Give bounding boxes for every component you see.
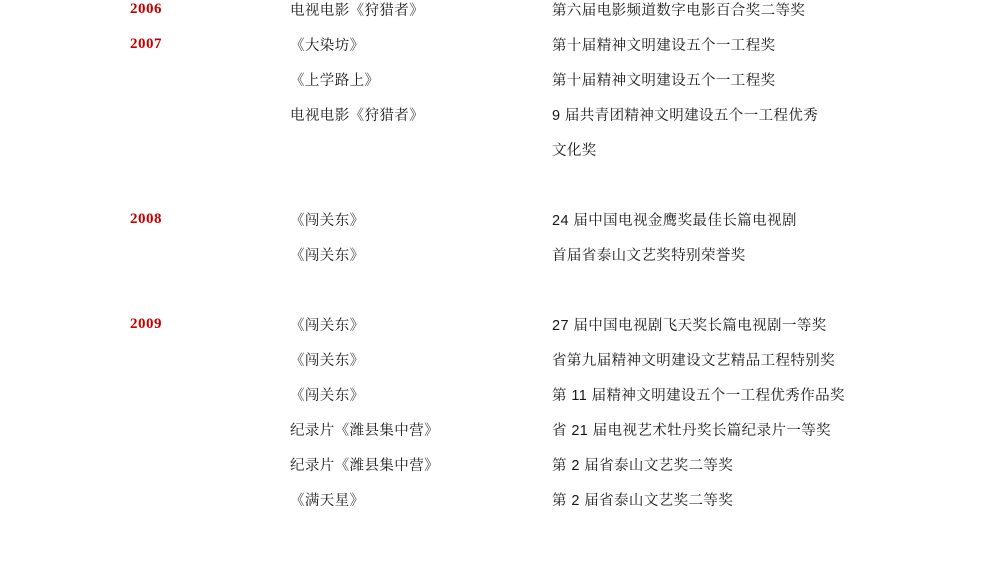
year-cell [0, 455, 290, 490]
table-row [0, 385, 1007, 420]
work-cell [290, 35, 552, 70]
table-row [0, 350, 1007, 385]
award-name: 第六届电影频道数字电影百合奖二等奖 [552, 3, 806, 19]
year-cell [0, 35, 290, 70]
spacer-cell [290, 175, 552, 210]
spacer-cell [552, 280, 1007, 315]
year-cell [0, 70, 290, 105]
work-title: 《闯关东》 [290, 388, 365, 404]
year-cell [0, 245, 290, 280]
award-name: 省第九届精神文明建设文艺精品工程特别奖 [552, 353, 836, 369]
table-row [0, 490, 1007, 525]
year-cell [0, 490, 290, 525]
award-cell [552, 490, 1007, 525]
award-cell [552, 385, 1007, 420]
work-cell [290, 350, 552, 385]
spacer-cell [552, 175, 1007, 210]
table-row [0, 35, 1007, 70]
year-label: 2007 [130, 36, 162, 52]
award-cell [552, 0, 1007, 35]
table-row [0, 0, 1007, 35]
work-title: 纪录片《潍县集中营》 [290, 423, 439, 439]
work-title: 电视电影《狩猎者》 [290, 3, 425, 19]
table-row [0, 315, 1007, 350]
award-name: 第十届精神文明建设五个一工程奖 [552, 73, 776, 89]
award-cell-continuation [552, 140, 1007, 175]
award-name: 省 21 届电视艺术牡丹奖长篇纪录片一等奖 [552, 423, 832, 439]
year-cell [0, 385, 290, 420]
year-cell [0, 315, 290, 350]
work-cell [290, 105, 552, 140]
section-spacer [0, 175, 1007, 210]
spacer-cell [290, 280, 552, 315]
year-cell [0, 350, 290, 385]
work-cell [290, 315, 552, 350]
table-row [0, 420, 1007, 455]
work-title: 《大染坊》 [290, 38, 365, 54]
award-name: 第十届精神文明建设五个一工程奖 [552, 38, 776, 54]
work-cell [290, 455, 552, 490]
work-title: 《闯关东》 [290, 213, 365, 229]
work-title: 《满天星》 [290, 493, 365, 509]
year-cell [0, 105, 290, 140]
table-row [0, 210, 1007, 245]
award-cell [552, 35, 1007, 70]
table-row-continuation [0, 140, 1007, 175]
work-cell [290, 0, 552, 35]
award-cell [552, 350, 1007, 385]
work-title: 《闯关东》 [290, 318, 365, 334]
year-cell [0, 420, 290, 455]
year-cell [0, 0, 290, 35]
work-title: 纪录片《潍县集中营》 [290, 458, 439, 474]
work-title: 《闯关东》 [290, 248, 365, 264]
award-cell [552, 210, 1007, 245]
work-cell [290, 385, 552, 420]
award-name: 24 届中国电视金鹰奖最佳长篇电视剧 [552, 213, 797, 229]
award-name: 27 届中国电视剧飞天奖长篇电视剧一等奖 [552, 318, 827, 334]
award-name: 第 2 届省泰山文艺奖二等奖 [552, 493, 734, 509]
award-cell [552, 455, 1007, 490]
spacer-cell [0, 280, 290, 315]
work-title: 《闯关东》 [290, 353, 365, 369]
award-cell [552, 245, 1007, 280]
table-row [0, 245, 1007, 280]
award-cell [552, 315, 1007, 350]
award-name-line2: 文化奖 [552, 143, 597, 159]
award-cell [552, 70, 1007, 105]
section-spacer [0, 280, 1007, 315]
work-cell [290, 70, 552, 105]
work-cell [290, 490, 552, 525]
work-cell [290, 245, 552, 280]
year-label: 2008 [130, 211, 162, 227]
award-name: 第 11 届精神文明建设五个一工程优秀作品奖 [552, 388, 845, 404]
work-title: 电视电影《狩猎者》 [290, 108, 425, 124]
award-name: 9 届共青团精神文明建设五个一工程优秀 [552, 108, 819, 124]
award-name: 第 2 届省泰山文艺奖二等奖 [552, 458, 734, 474]
award-cell [552, 105, 1007, 140]
work-cell-empty [290, 140, 552, 175]
table-row [0, 455, 1007, 490]
table-row [0, 70, 1007, 105]
spacer-cell [0, 175, 290, 210]
award-cell [552, 420, 1007, 455]
year-label: 2006 [130, 1, 162, 17]
work-cell [290, 420, 552, 455]
year-label: 2009 [130, 316, 162, 332]
work-title: 《上学路上》 [290, 73, 380, 89]
award-name: 首届省泰山文艺奖特别荣誉奖 [552, 248, 746, 264]
year-cell [0, 210, 290, 245]
work-cell [290, 210, 552, 245]
table-row [0, 105, 1007, 140]
year-cell-empty [0, 140, 290, 175]
